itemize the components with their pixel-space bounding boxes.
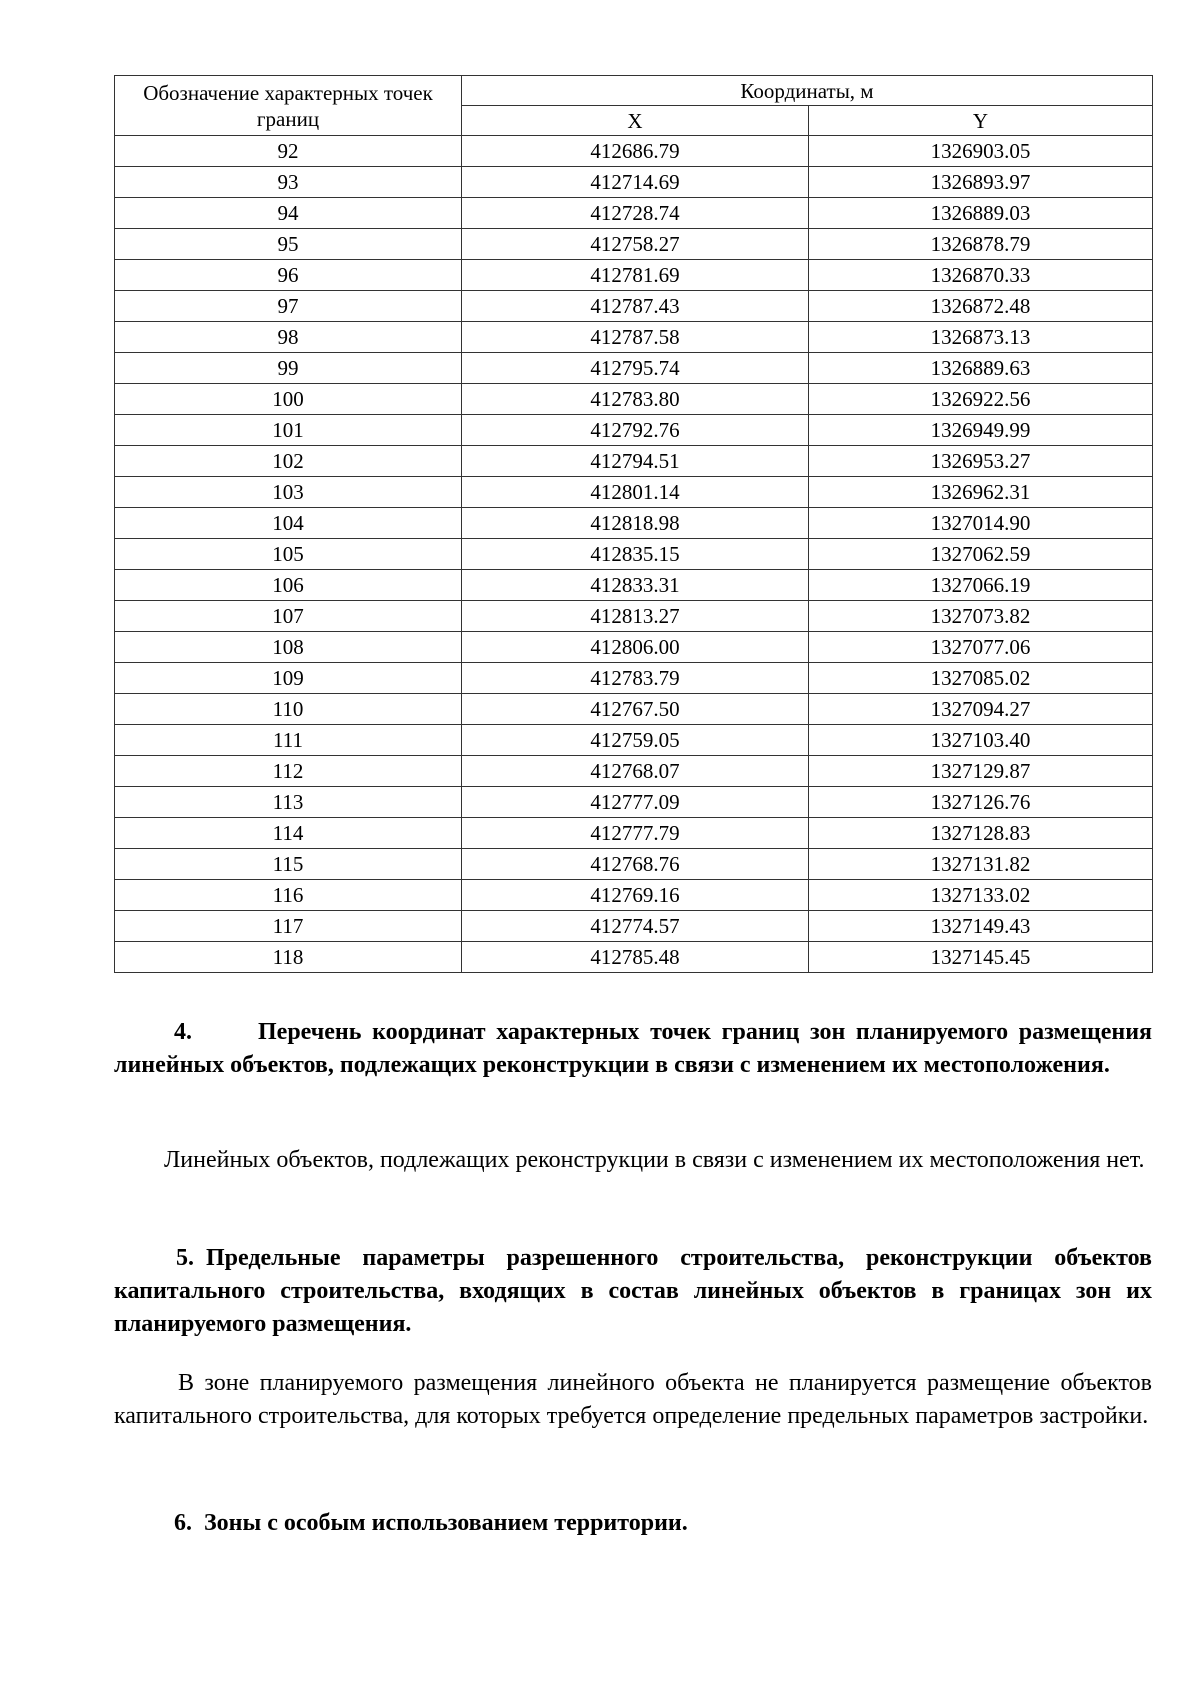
x-cell: 412787.58 (462, 322, 809, 353)
y-cell: 1326889.63 (809, 353, 1153, 384)
table-row (115, 787, 1153, 818)
table-row (115, 911, 1153, 942)
x-cell: 412806.00 (462, 632, 809, 663)
y-cell: 1326953.27 (809, 446, 1153, 477)
point-cell: 104 (115, 508, 462, 539)
table-row (115, 725, 1153, 756)
x-cell: 412728.74 (462, 198, 809, 229)
point-cell: 97 (115, 291, 462, 322)
y-cell: 1326962.31 (809, 477, 1153, 508)
section-4-text: Линейных объектов, подлежащих реконструкции в связи с изменением их местоположения нет. (164, 1147, 1145, 1173)
y-cell: 1327129.87 (809, 756, 1153, 787)
x-cell: 412777.09 (462, 787, 809, 818)
point-cell: 118 (115, 942, 462, 973)
section-4-heading (114, 1016, 1152, 1082)
section-5-text: В зоне планируемого размещения линейного объекта не планируется размещение объектов капитального строительства, для которых требуется определение предельных параметров застройки. (114, 1370, 1152, 1429)
table-row (115, 353, 1153, 384)
y-cell: 1326872.48 (809, 291, 1153, 322)
y-cell: 1327145.45 (809, 942, 1153, 973)
table-row (115, 694, 1153, 725)
point-cell: 92 (115, 136, 462, 167)
table-row (115, 849, 1153, 880)
x-cell: 412833.31 (462, 570, 809, 601)
x-cell: 412783.80 (462, 384, 809, 415)
x-cell: 412777.79 (462, 818, 809, 849)
y-cell: 1327014.90 (809, 508, 1153, 539)
point-cell: 98 (115, 322, 462, 353)
y-cell: 1327062.59 (809, 539, 1153, 570)
x-cell: 412787.43 (462, 291, 809, 322)
x-cell: 412758.27 (462, 229, 809, 260)
y-cell: 1326873.13 (809, 322, 1153, 353)
x-cell: 412781.69 (462, 260, 809, 291)
y-cell: 1326922.56 (809, 384, 1153, 415)
section-6-heading (114, 1507, 1152, 1540)
header-y: Y (809, 106, 1153, 136)
x-cell: 412759.05 (462, 725, 809, 756)
header-coordinates: Координаты, м (462, 76, 1153, 106)
x-cell: 412785.48 (462, 942, 809, 973)
y-cell: 1326893.97 (809, 167, 1153, 198)
table-row (115, 167, 1153, 198)
section-4-title: Перечень координат характерных точек границ зон планируемого размещения линейных объектов, подлежащих реконструкции в связи с изменением их местоположения. (114, 1019, 1152, 1078)
table-row (115, 570, 1153, 601)
point-cell: 107 (115, 601, 462, 632)
y-cell: 1327126.76 (809, 787, 1153, 818)
table-row (115, 415, 1153, 446)
point-cell: 101 (115, 415, 462, 446)
table-row (115, 818, 1153, 849)
point-cell: 96 (115, 260, 462, 291)
x-cell: 412835.15 (462, 539, 809, 570)
table-row (115, 601, 1153, 632)
point-cell: 111 (115, 725, 462, 756)
point-cell: 115 (115, 849, 462, 880)
point-cell: 95 (115, 229, 462, 260)
table-row (115, 942, 1153, 973)
point-cell: 110 (115, 694, 462, 725)
y-cell: 1327085.02 (809, 663, 1153, 694)
x-cell: 412813.27 (462, 601, 809, 632)
point-cell: 100 (115, 384, 462, 415)
point-cell: 109 (115, 663, 462, 694)
x-cell: 412714.69 (462, 167, 809, 198)
x-cell: 412768.07 (462, 756, 809, 787)
table-row (115, 260, 1153, 291)
y-cell: 1326870.33 (809, 260, 1153, 291)
point-cell: 94 (115, 198, 462, 229)
y-cell: 1327133.02 (809, 880, 1153, 911)
point-cell: 106 (115, 570, 462, 601)
point-cell: 99 (115, 353, 462, 384)
point-cell: 112 (115, 756, 462, 787)
x-cell: 412783.79 (462, 663, 809, 694)
table-row (115, 756, 1153, 787)
x-cell: 412767.50 (462, 694, 809, 725)
point-cell: 113 (115, 787, 462, 818)
table-row (115, 198, 1153, 229)
table-row (115, 508, 1153, 539)
x-cell: 412768.76 (462, 849, 809, 880)
section-5-number: 5. (176, 1245, 194, 1271)
table-row (115, 384, 1153, 415)
table-row (115, 477, 1153, 508)
y-cell: 1327077.06 (809, 632, 1153, 663)
table-row (115, 322, 1153, 353)
point-cell: 105 (115, 539, 462, 570)
y-cell: 1327073.82 (809, 601, 1153, 632)
y-cell: 1327066.19 (809, 570, 1153, 601)
x-cell: 412795.74 (462, 353, 809, 384)
y-cell: 1327149.43 (809, 911, 1153, 942)
y-cell: 1326949.99 (809, 415, 1153, 446)
y-cell: 1327094.27 (809, 694, 1153, 725)
section-6-number: 6. (174, 1510, 192, 1536)
y-cell: 1327128.83 (809, 818, 1153, 849)
table-body (115, 136, 1153, 973)
x-cell: 412686.79 (462, 136, 809, 167)
point-cell: 116 (115, 880, 462, 911)
point-cell: 103 (115, 477, 462, 508)
table-row (115, 229, 1153, 260)
point-cell: 93 (115, 167, 462, 198)
coordinates-table (114, 75, 1153, 973)
x-cell: 412769.16 (462, 880, 809, 911)
y-cell: 1326903.05 (809, 136, 1153, 167)
point-cell: 114 (115, 818, 462, 849)
header-x: X (462, 106, 809, 136)
section-4-number: 4. (174, 1019, 192, 1045)
table-row (115, 446, 1153, 477)
x-cell: 412801.14 (462, 477, 809, 508)
section-6-title: Зоны с особым использованием территории. (204, 1510, 688, 1536)
section-5-heading (114, 1242, 1152, 1341)
x-cell: 412792.76 (462, 415, 809, 446)
y-cell: 1326889.03 (809, 198, 1153, 229)
header-point-designation: Обозначение характерных точек границ (115, 76, 462, 136)
table-row (115, 632, 1153, 663)
table-row (115, 136, 1153, 167)
y-cell: 1327131.82 (809, 849, 1153, 880)
point-cell: 108 (115, 632, 462, 663)
table-row (115, 539, 1153, 570)
x-cell: 412774.57 (462, 911, 809, 942)
y-cell: 1326878.79 (809, 229, 1153, 260)
point-cell: 102 (115, 446, 462, 477)
x-cell: 412794.51 (462, 446, 809, 477)
point-cell: 117 (115, 911, 462, 942)
y-cell: 1327103.40 (809, 725, 1153, 756)
table-row (115, 663, 1153, 694)
x-cell: 412818.98 (462, 508, 809, 539)
table-row (115, 880, 1153, 911)
section-5-title: Предельные параметры разрешенного строительства, реконструкции объектов капитального строительства, входящих в состав линейных объектов в границах зон их планируемого размещения. (114, 1245, 1152, 1337)
table-row (115, 291, 1153, 322)
